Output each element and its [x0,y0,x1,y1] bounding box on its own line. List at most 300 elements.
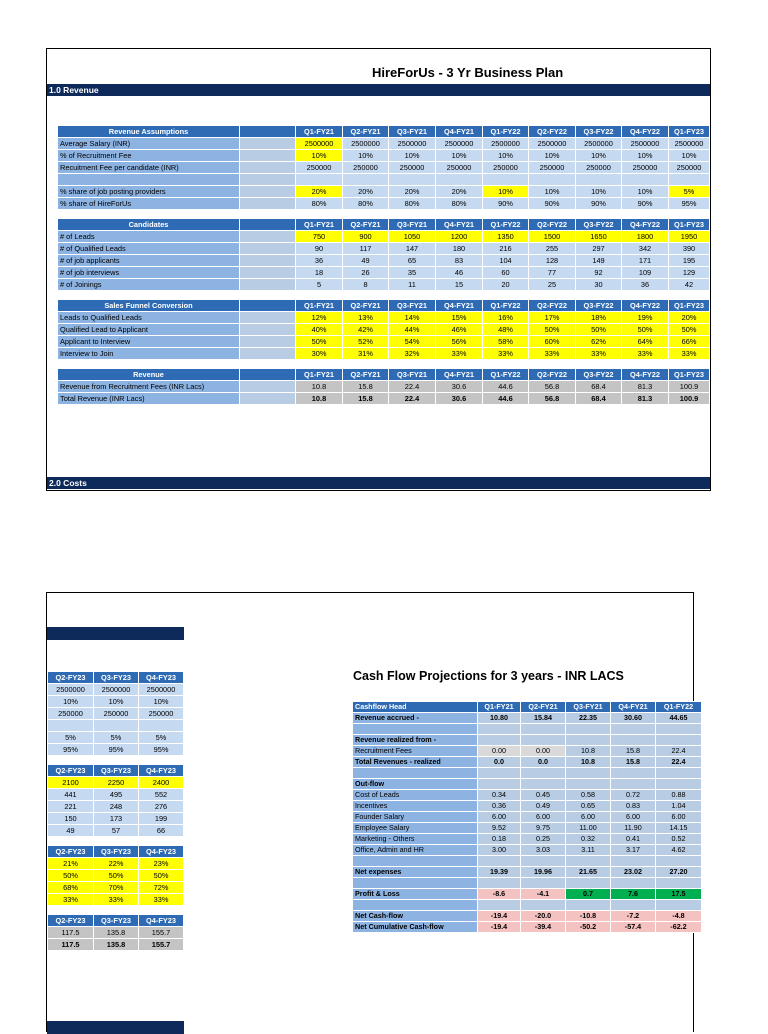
row-label: Revenue realized from - [353,735,478,746]
value-cell: 2500000 [94,684,139,696]
value-cell: 20% [669,312,710,324]
blank-cell [656,900,702,911]
quarter-header: Q2-FY22 [529,219,576,231]
row-label: Net expenses [353,867,478,878]
value-cell: 81.3 [622,381,669,393]
blank-cell [139,720,184,732]
value-cell: -50.2 [566,922,611,933]
blank-cell [521,724,566,735]
blank-cell [478,856,521,867]
value-cell: 30.6 [436,393,483,405]
value-cell: 1200 [436,231,483,243]
blank-cell [521,900,566,911]
quarter-header: Q1-FY21 [296,300,343,312]
quarter-header: Q3-FY21 [389,369,436,381]
value-cell: 199 [139,813,184,825]
header-row [48,915,184,927]
quarter-header: Q1-FY23 [669,300,710,312]
data-row [58,138,710,150]
value-cell: 10% [669,150,710,162]
data-row [48,684,184,696]
value-cell: 66% [669,336,710,348]
value-cell: 42% [343,324,389,336]
value-cell: 2500000 [389,138,436,150]
section-header: Sales Funnel Conversion [58,300,240,312]
value-cell: 2500000 [576,138,622,150]
data-row [353,823,702,834]
value-cell: 1650 [576,231,622,243]
row-label: Net Cumulative Cash-flow [353,922,478,933]
value-cell: 49 [48,825,94,837]
value-cell: 17.5 [656,889,702,900]
quarter-header: Q2-FY21 [343,300,389,312]
value-cell: 255 [529,243,576,255]
header-blank [240,126,296,138]
blank-cell [656,735,702,746]
value-cell: 21% [48,858,94,870]
blank-cell [353,768,478,779]
quarter-header: Q1-FY22 [483,369,529,381]
value-cell: 30 [576,279,622,291]
cashflow-head-label: Cashflow Head [353,702,478,713]
section-header: Revenue Assumptions [58,126,240,138]
blank-cell [353,900,478,911]
quarter-header: Q1-FY21 [296,126,343,138]
value-cell: -19.4 [478,922,521,933]
value-cell: 250000 [296,162,343,174]
row-label: # of Qualified Leads [58,243,240,255]
quarter-header: Q1-FY21 [296,369,343,381]
quarter-header: Q2-FY23 [48,915,94,927]
data-row [58,243,710,255]
data-row [58,267,710,279]
blank-cell [566,779,611,790]
value-cell: 19.39 [478,867,521,878]
value-cell: 23% [139,858,184,870]
value-cell: 44% [389,324,436,336]
value-cell: 3.17 [611,845,656,856]
value-cell: 117.5 [48,927,94,939]
value-cell: 10% [48,696,94,708]
empty-row [48,720,184,732]
value-cell: 297 [576,243,622,255]
blank-cell [478,878,521,889]
value-cell: 90% [622,198,669,210]
quarter-header: Q3-FY22 [576,300,622,312]
quarter-header: Q1-FY23 [669,219,710,231]
value-cell: 56.8 [529,381,576,393]
header-row [48,672,184,684]
value-cell: 95% [669,198,710,210]
blank-cell [48,720,94,732]
value-cell: 50% [669,324,710,336]
quarter-header: Q4-FY22 [622,126,669,138]
row-label: Founder Salary [353,812,478,823]
blank-cell [521,856,566,867]
value-cell: 36 [622,279,669,291]
row-label: Average Salary (INR) [58,138,240,150]
blank-cell [343,174,389,186]
value-cell: 0.32 [566,834,611,845]
value-cell: 147 [389,243,436,255]
value-cell: 12% [296,312,343,324]
data-row [353,889,702,900]
business-plan-page [46,48,711,491]
subheader-row [353,779,702,790]
data-row [353,911,702,922]
row-label: Incentives [353,801,478,812]
value-cell: 23.02 [611,867,656,878]
quarter-header: Q2-FY22 [529,126,576,138]
value-cell: 0.41 [611,834,656,845]
value-cell: 0.45 [521,790,566,801]
quarter-header: Q2-FY23 [48,765,94,777]
quarter-header: Q3-FY22 [576,219,622,231]
blank-cell [58,174,240,186]
row-label: Leads to Qualified Leads [58,312,240,324]
blank-cell [566,724,611,735]
data-row [58,255,710,267]
quarter-header: Q2-FY21 [343,369,389,381]
value-cell: 54% [389,336,436,348]
spacer [48,906,184,915]
value-cell: 30.6 [436,381,483,393]
value-cell: 2500000 [529,138,576,150]
value-cell: 129 [669,267,710,279]
value-cell: 15.84 [521,713,566,724]
value-cell: 5% [94,732,139,744]
value-cell: 250000 [48,708,94,720]
cashflow-page [46,592,694,1032]
row-label: Interview to Join [58,348,240,360]
value-cell: 22% [94,858,139,870]
data-row [48,939,184,951]
blank-cell [611,900,656,911]
blank-cell [240,279,296,291]
quarter-header: Q3-FY21 [389,126,436,138]
spacer [48,756,184,765]
value-cell: 68% [48,882,94,894]
revenue-plan-continued-table [47,671,184,951]
value-cell: 250000 [389,162,436,174]
blank-cell [529,174,576,186]
value-cell: 30% [296,348,343,360]
value-cell: 390 [669,243,710,255]
header-row [48,846,184,858]
page-title: HireForUs - 3 Yr Business Plan [372,65,564,80]
spacer [48,837,184,846]
spacer [58,210,710,219]
quarter-header: Q4-FY23 [139,765,184,777]
value-cell: 20% [296,186,343,198]
quarter-header: Q3-FY21 [389,300,436,312]
value-cell: 10% [529,186,576,198]
value-cell: 2500000 [483,138,529,150]
data-row [48,789,184,801]
row-label: % share of HireForUs [58,198,240,210]
value-cell: 0.00 [521,746,566,757]
data-row [58,162,710,174]
value-cell: 100.9 [669,381,710,393]
value-cell: 2500000 [669,138,710,150]
blank-cell [566,900,611,911]
row-label: Total Revenues - realized [353,757,478,768]
value-cell: 5 [296,279,343,291]
value-cell: 155.7 [139,927,184,939]
value-cell: 0.00 [478,746,521,757]
value-cell: 20 [483,279,529,291]
value-cell: 9.52 [478,823,521,834]
value-cell: 72% [139,882,184,894]
value-cell: -4.1 [521,889,566,900]
blank-cell [478,768,521,779]
quarter-header: Q4-FY21 [436,369,483,381]
quarter-header: Q1-FY21 [296,219,343,231]
value-cell: 60% [529,336,576,348]
blank-cell [656,724,702,735]
value-cell: 5% [48,732,94,744]
blank-cell [566,735,611,746]
blank-cell [669,174,710,186]
value-cell: 250000 [436,162,483,174]
quarter-header: Q2-FY23 [48,672,94,684]
quarter-header: Q4-FY22 [622,219,669,231]
data-row [58,312,710,324]
value-cell: 10% [576,186,622,198]
data-row [48,870,184,882]
value-cell: 14% [389,312,436,324]
value-cell: 22.4 [389,393,436,405]
value-cell: 10% [483,150,529,162]
value-cell: 22.4 [656,757,702,768]
value-cell: 0.88 [656,790,702,801]
value-cell: 26 [343,267,389,279]
value-cell: 552 [139,789,184,801]
header-row [58,300,710,312]
quarter-header: Q2-FY22 [529,300,576,312]
value-cell: 50% [622,324,669,336]
value-cell: 250000 [94,708,139,720]
quarter-header: Q2-FY22 [529,369,576,381]
value-cell: 342 [622,243,669,255]
data-row [353,801,702,812]
value-cell: 19.96 [521,867,566,878]
value-cell: 1050 [389,231,436,243]
blank-cell [656,768,702,779]
value-cell: 92 [576,267,622,279]
value-cell: 80% [296,198,343,210]
value-cell: 22.4 [656,746,702,757]
blank-cell [656,779,702,790]
value-cell: 150 [48,813,94,825]
value-cell: 0.83 [611,801,656,812]
value-cell: 6.00 [566,812,611,823]
value-cell: 50% [48,870,94,882]
blank-cell [389,174,436,186]
blank-cell [240,267,296,279]
section-bar-bottom [47,1021,184,1034]
data-row [48,777,184,789]
value-cell: 250000 [576,162,622,174]
row-label: Office, Admin and HR [353,845,478,856]
spacer-row [58,210,710,219]
row-label: # of job applicants [58,255,240,267]
header-row [353,702,702,713]
quarter-header: Q3-FY23 [94,765,139,777]
data-row [48,813,184,825]
quarter-header: Q2-FY21 [343,219,389,231]
blank-cell [240,255,296,267]
value-cell: 495 [94,789,139,801]
value-cell: 57 [94,825,139,837]
blank-cell [622,174,669,186]
value-cell: 90% [529,198,576,210]
value-cell: 32% [389,348,436,360]
value-cell: 31% [343,348,389,360]
data-row [58,150,710,162]
section-costs-bar: 2.0 Costs [47,477,710,489]
value-cell: 0.7 [566,889,611,900]
value-cell: 36 [296,255,343,267]
quarter-header: Q4-FY21 [436,300,483,312]
blank-cell [566,878,611,889]
value-cell: -19.4 [478,911,521,922]
value-cell: 6.00 [478,812,521,823]
value-cell: 104 [483,255,529,267]
value-cell: 250000 [529,162,576,174]
value-cell: -62.2 [656,922,702,933]
value-cell: 2500000 [48,684,94,696]
row-label: Recruitment Fees [353,746,478,757]
value-cell: 10% [576,150,622,162]
row-label: Total Revenue (INR Lacs) [58,393,240,405]
value-cell: 0.36 [478,801,521,812]
blank-cell [611,735,656,746]
value-cell: 16% [483,312,529,324]
value-cell: 11.90 [611,823,656,834]
quarter-header: Q1-FY22 [483,219,529,231]
value-cell: 83 [436,255,483,267]
section-revenue-bar: 1.0 Revenue [47,84,710,96]
quarter-header: Q3-FY23 [94,672,139,684]
spacer [58,360,710,369]
value-cell: 10% [296,150,343,162]
value-cell: 21.65 [566,867,611,878]
value-cell: 33% [139,894,184,906]
header-blank [240,300,296,312]
blank-cell [656,878,702,889]
value-cell: 68.4 [576,393,622,405]
data-row [58,198,710,210]
value-cell: 68.4 [576,381,622,393]
row-label: Profit & Loss [353,889,478,900]
data-row [353,834,702,845]
quarter-header: Q3-FY22 [576,126,622,138]
value-cell: 52% [343,336,389,348]
value-cell: 95% [48,744,94,756]
value-cell: 56% [436,336,483,348]
value-cell: 10% [529,150,576,162]
header-row [58,126,710,138]
quarter-header: Q1-FY23 [669,126,710,138]
quarter-header: Q2-FY21 [521,702,566,713]
value-cell: 2500000 [622,138,669,150]
quarter-header: Q3-FY23 [94,846,139,858]
value-cell: 77 [529,267,576,279]
value-cell: 46 [436,267,483,279]
value-cell: 50% [576,324,622,336]
data-row [48,894,184,906]
value-cell: 0.0 [478,757,521,768]
blank-cell [521,779,566,790]
blank-cell [240,243,296,255]
value-cell: 3.11 [566,845,611,856]
quarter-header: Q4-FY21 [436,126,483,138]
value-cell: 27.20 [656,867,702,878]
value-cell: 33% [576,348,622,360]
value-cell: 2500000 [296,138,343,150]
value-cell: 10% [343,150,389,162]
value-cell: 80% [343,198,389,210]
blank-cell [240,324,296,336]
value-cell: 135.8 [94,939,139,951]
value-cell: 128 [529,255,576,267]
header-row [48,765,184,777]
blank-cell [353,878,478,889]
value-cell: 10% [436,150,483,162]
value-cell: 33% [622,348,669,360]
value-cell: 248 [94,801,139,813]
blank-cell [296,174,343,186]
blank-cell [656,856,702,867]
value-cell: 10.8 [296,393,343,405]
row-label: Applicant to Interview [58,336,240,348]
value-cell: 7.6 [611,889,656,900]
value-cell: 276 [139,801,184,813]
blank-cell [611,779,656,790]
value-cell: 60 [483,267,529,279]
quarter-header: Q1-FY22 [483,126,529,138]
value-cell: 50% [296,336,343,348]
quarter-header: Q2-FY23 [48,846,94,858]
value-cell: 56.8 [529,393,576,405]
blank-cell [576,174,622,186]
blank-cell [240,348,296,360]
spacer-row [58,291,710,300]
value-cell: 80% [389,198,436,210]
blank-cell [240,174,296,186]
value-cell: 0.49 [521,801,566,812]
spacer-row [48,837,184,846]
value-cell: 22.4 [389,381,436,393]
value-cell: 0.72 [611,790,656,801]
row-label: Qualified Lead to Applicant [58,324,240,336]
section-bar-top [47,627,184,640]
value-cell: 8 [343,279,389,291]
value-cell: -39.4 [521,922,566,933]
value-cell: 40% [296,324,343,336]
data-row [353,867,702,878]
blank-cell [240,393,296,405]
value-cell: 10% [622,186,669,198]
spacer-row [58,360,710,369]
value-cell: 1.04 [656,801,702,812]
value-cell: 221 [48,801,94,813]
data-row [58,393,710,405]
header-row [58,369,710,381]
blank-cell [521,735,566,746]
value-cell: 2100 [48,777,94,789]
